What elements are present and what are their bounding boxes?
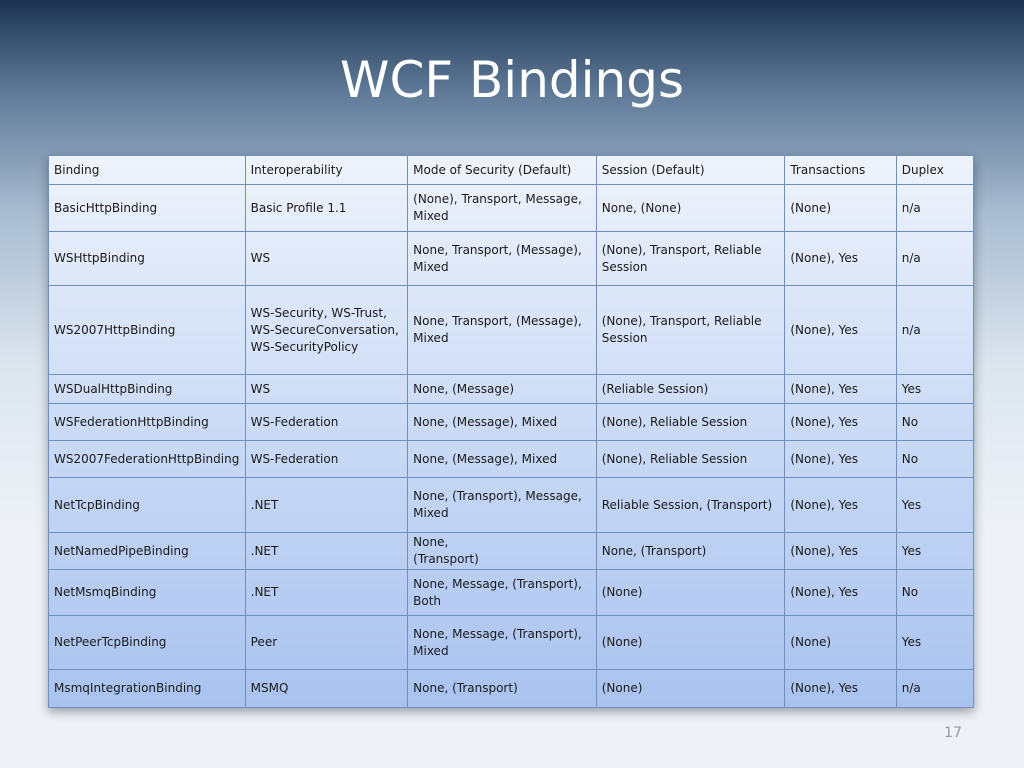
table-header-row [49, 156, 974, 185]
cell-interoperability: WS-Federation [245, 441, 408, 478]
cell-duplex: n/a [896, 185, 973, 232]
cell-security-mode: None, (Message) [408, 375, 597, 404]
header-cell-interoperability: Interoperability [245, 156, 408, 185]
cell-interoperability: WS [245, 375, 408, 404]
cell-transactions: (None), Yes [785, 570, 896, 616]
table-row [49, 375, 974, 404]
cell-security-mode: None, Transport, (Message), Mixed [408, 286, 597, 375]
header-cell-security-mode: Mode of Security (Default) [408, 156, 597, 185]
table-row [49, 404, 974, 441]
cell-security-mode: None, (Transport) [408, 533, 597, 570]
cell-duplex: Yes [896, 533, 973, 570]
cell-binding: BasicHttpBinding [49, 185, 246, 232]
cell-duplex: No [896, 570, 973, 616]
cell-security-mode: None, (Transport), Message, Mixed [408, 478, 597, 533]
table-row [49, 478, 974, 533]
cell-transactions: (None), Yes [785, 404, 896, 441]
bindings-table [48, 155, 974, 708]
cell-interoperability: .NET [245, 533, 408, 570]
cell-session: Reliable Session, (Transport) [596, 478, 785, 533]
cell-transactions: (None), Yes [785, 375, 896, 404]
table-row [49, 570, 974, 616]
table-row [49, 286, 974, 375]
cell-duplex: n/a [896, 286, 973, 375]
cell-session: (None), Reliable Session [596, 404, 785, 441]
cell-binding: NetTcpBinding [49, 478, 246, 533]
cell-duplex: Yes [896, 478, 973, 533]
cell-security-mode: None, Transport, (Message), Mixed [408, 232, 597, 286]
cell-session: None, (Transport) [596, 533, 785, 570]
cell-duplex: n/a [896, 670, 973, 708]
cell-security-mode: None, Message, (Transport), Mixed [408, 616, 597, 670]
cell-interoperability: MSMQ [245, 670, 408, 708]
cell-security-mode: None, (Message), Mixed [408, 441, 597, 478]
table-row [49, 533, 974, 570]
page-number: 17 [944, 725, 962, 741]
cell-duplex: Yes [896, 616, 973, 670]
cell-interoperability: WS [245, 232, 408, 286]
cell-session: (None) [596, 616, 785, 670]
table-row [49, 441, 974, 478]
bindings-table-container [48, 155, 974, 708]
cell-duplex: Yes [896, 375, 973, 404]
header-cell-binding: Binding [49, 156, 246, 185]
header-cell-transactions: Transactions [785, 156, 896, 185]
table-row [49, 670, 974, 708]
cell-transactions: (None), Yes [785, 478, 896, 533]
cell-security-mode: None, (Transport) [408, 670, 597, 708]
cell-binding: WSFederationHttpBinding [49, 404, 246, 441]
cell-binding: NetNamedPipeBinding [49, 533, 246, 570]
cell-interoperability: Peer [245, 616, 408, 670]
cell-interoperability: WS-Federation [245, 404, 408, 441]
cell-binding: WS2007HttpBinding [49, 286, 246, 375]
cell-binding: WSDualHttpBinding [49, 375, 246, 404]
slide-title: WCF Bindings [340, 51, 684, 109]
cell-transactions: (None), Yes [785, 232, 896, 286]
cell-duplex: No [896, 441, 973, 478]
cell-transactions: (None) [785, 185, 896, 232]
cell-binding: WSHttpBinding [49, 232, 246, 286]
cell-interoperability: .NET [245, 478, 408, 533]
cell-interoperability: Basic Profile 1.1 [245, 185, 408, 232]
table-row [49, 232, 974, 286]
cell-session: None, (None) [596, 185, 785, 232]
cell-binding: WS2007FederationHttpBinding [49, 441, 246, 478]
cell-session: (None), Transport, Reliable Session [596, 286, 785, 375]
cell-binding: NetPeerTcpBinding [49, 616, 246, 670]
cell-session: (None) [596, 670, 785, 708]
cell-security-mode: None, Message, (Transport), Both [408, 570, 597, 616]
cell-session: (None), Transport, Reliable Session [596, 232, 785, 286]
table-row [49, 616, 974, 670]
cell-transactions: (None), Yes [785, 286, 896, 375]
cell-interoperability: .NET [245, 570, 408, 616]
cell-interoperability: WS-Security, WS-Trust, WS-SecureConversation, WS-SecurityPolicy [245, 286, 408, 375]
cell-binding: NetMsmqBinding [49, 570, 246, 616]
cell-transactions: (None), Yes [785, 441, 896, 478]
cell-security-mode: (None), Transport, Message, Mixed [408, 185, 597, 232]
cell-session: (None), Reliable Session [596, 441, 785, 478]
header-cell-duplex: Duplex [896, 156, 973, 185]
cell-security-mode: None, (Message), Mixed [408, 404, 597, 441]
cell-transactions: (None) [785, 616, 896, 670]
cell-duplex: No [896, 404, 973, 441]
cell-transactions: (None), Yes [785, 670, 896, 708]
cell-binding: MsmqIntegrationBinding [49, 670, 246, 708]
cell-session: (None) [596, 570, 785, 616]
table-row [49, 185, 974, 232]
header-cell-session: Session (Default) [596, 156, 785, 185]
cell-session: (Reliable Session) [596, 375, 785, 404]
cell-duplex: n/a [896, 232, 973, 286]
cell-transactions: (None), Yes [785, 533, 896, 570]
